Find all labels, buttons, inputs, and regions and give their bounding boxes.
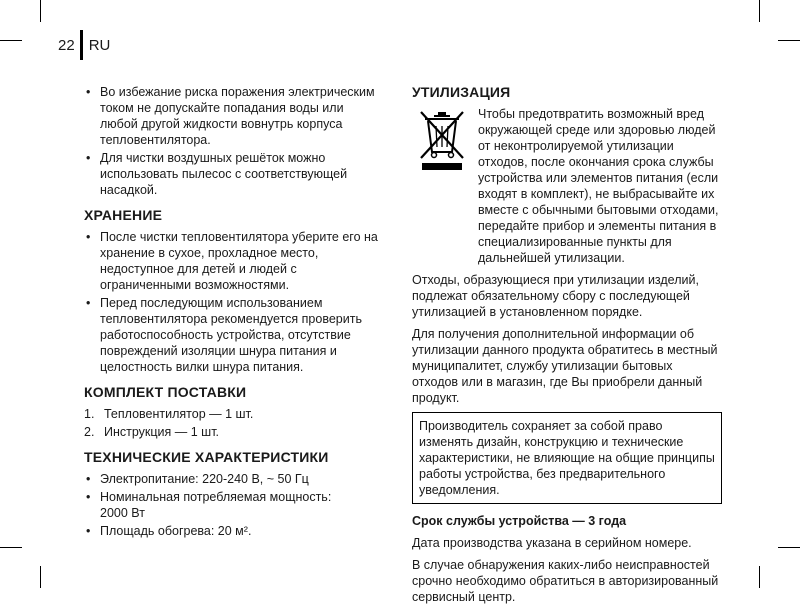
list-item: • Номинальная потребляемая мощность: 2000 Вт: [84, 489, 384, 521]
production-date-text: Дата производства указана в серийном номере.: [412, 536, 692, 550]
right-column: [412, 84, 722, 611]
disposal-heading: УТИЛИЗАЦИЯ: [412, 84, 511, 100]
crop-mark: [0, 40, 22, 41]
list-item: • Площадь обогрева: 20 м².: [84, 523, 384, 539]
list-item: • Для чистки воздушных решёток можно использовать пылесос с соответствующей насадкой.: [84, 150, 384, 198]
list-item: • Во избежание риска поражения электрическим током не допускайте попадания воды или любой другой жидкости вовнутрь корпуса тепловентилятора.: [84, 84, 384, 148]
item-number: 1.: [84, 407, 95, 421]
crop-mark: [759, 566, 760, 588]
page-header: [58, 36, 110, 54]
crop-mark: [778, 547, 800, 548]
storage-heading: ХРАНЕНИЕ: [84, 207, 163, 223]
kit-heading: КОМПЛЕКТ ПОСТАВКИ: [84, 384, 247, 400]
specs-heading: ТЕХНИЧЕСКИЕ ХАРАКТЕРИСТИКИ: [84, 449, 329, 465]
crop-mark: [0, 547, 22, 548]
specs-list: [84, 471, 384, 539]
disposal-block: [412, 106, 722, 266]
info-paragraph: Для получения дополнительной информации об утилизации данного продукта обратитесь в местный муниципалитет, службу утилизации бытовых отходов или в магазин, где Вы приобрели данный продукт.: [412, 327, 718, 405]
service-center-text: В случае обнаружения каких-либо неисправностей срочно необходимо обратиться в авторизированный сервисный центр.: [412, 558, 719, 604]
list-item: • Электропитание: 220-240 В, ~ 50 Гц: [84, 471, 384, 487]
manufacturer-notice: Производитель сохраняет за собой право изменять дизайн, конструкцию и технические характеристики, не влияющие на общие принципы работы устройства, без предварительного уведомления.: [412, 412, 722, 504]
header-divider: [80, 30, 83, 60]
crop-mark: [40, 566, 41, 588]
page-number: 22: [58, 36, 75, 54]
waste-paragraph: Отходы, образующиеся при утилизации изделий, подлежат обязательному сбору с последующей утилизацией в установленном порядке.: [412, 273, 699, 319]
item-text: Тепловентилятор — 1 шт.: [104, 407, 254, 421]
crop-mark: [759, 0, 760, 22]
left-column: [84, 84, 384, 541]
storage-list: [84, 229, 384, 375]
list-item: [84, 406, 384, 422]
list-item: • После чистки тепловентилятора уберите его на хранение в сухое, прохладное место, недоступное для детей и людей с ограниченными возможностями.: [84, 229, 384, 293]
item-number: 2.: [84, 425, 95, 439]
disposal-paragraph: Чтобы предотвратить возможный вред окружающей среде или здоровью людей от неконтролируемой утилизации отходов, после окончания срока службы устройства или элементов питания (если входят в комплект), не выбрасывайте их вместе с обычными бытовыми отходами, передайте прибор и элементы питания в специализированные пункты для дальнейшей утилизации.: [478, 107, 719, 265]
list-item: [84, 424, 384, 440]
item-text: Инструкция — 1 шт.: [104, 425, 220, 439]
kit-list: [84, 406, 384, 440]
safety-list: [84, 84, 384, 198]
list-item: • Перед последующим использованием тепловентилятора рекомендуется проверить работоспособность устройства, отсутствие повреждений изоляции шнура питания и целостность вилки шнура питания.: [84, 295, 384, 375]
crossed-out-wheelie-bin-icon: [417, 108, 467, 172]
crop-mark: [40, 0, 41, 22]
crop-mark: [778, 40, 800, 41]
service-life-title: Срок службы устройства — 3 года: [412, 514, 627, 528]
language-label: RU: [88, 36, 111, 54]
